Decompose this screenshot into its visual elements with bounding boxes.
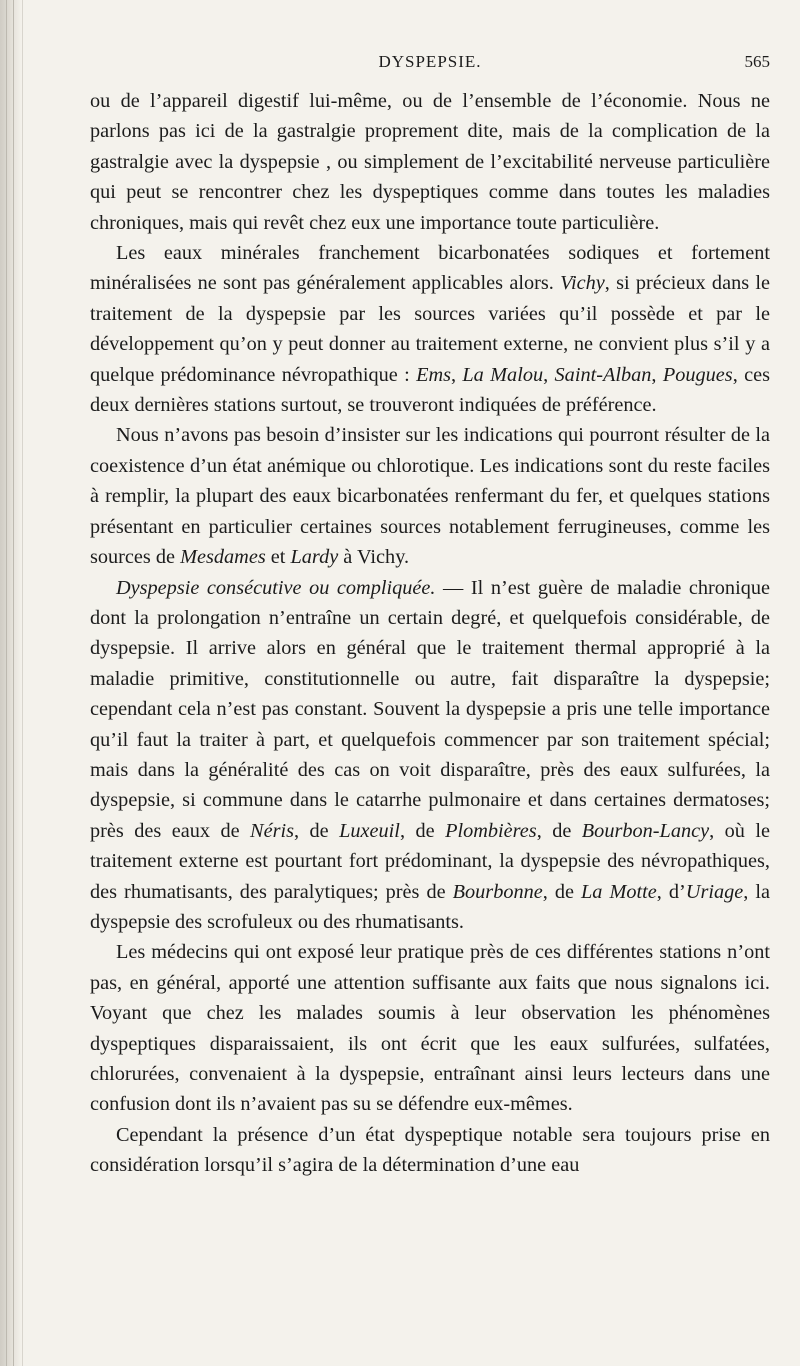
paragraph	[90, 86, 770, 238]
text-run: , si précieux dans le traitement de la dyspepsie par les sources variées qu’il possède et par le développement qu’on y peut donner au traitement externe, ne convient plus s’il y a quelque prédominance névropathique :	[90, 272, 770, 386]
italic-text: Pougues	[662, 363, 733, 386]
italic-text: Lardy	[290, 546, 339, 569]
paragraph	[90, 1120, 770, 1181]
italic-text: Vichy	[560, 272, 605, 295]
paragraph	[90, 937, 770, 1119]
italic-text: Ems	[416, 363, 451, 386]
italic-text: La Malou	[462, 363, 544, 386]
text-run: , de	[536, 819, 582, 842]
italic-text: Uriage	[685, 880, 744, 903]
text-run: ,	[543, 363, 555, 386]
italic-text: Mesdames	[180, 546, 266, 569]
italic-text: Néris	[250, 819, 294, 842]
text-run: Les eaux minérales franchement bicarbonatées sodiques et fortement minéralisées ne sont pas généralement applicables alors.	[90, 242, 770, 295]
text-run: , où le traitement externe est pourtant fort prédominant, la dyspepsie des névropathiques, des rhumatisants, des paralytiques; près de	[90, 819, 770, 903]
italic-text: Bourbon-Lancy	[581, 819, 710, 842]
italic-text: Luxeuil	[339, 819, 400, 842]
text-run: Nous n’avons pas besoin d’insister sur les indications qui pourront résulter de la coexistence d’un état anémique ou chlorotique. Les indications sont du reste faciles à remplir, la plupart des eaux bicarbonatées renfermant du fer, et quelques stations présentant en particulier certaines sources notablement ferrugineuses, comme les sources de	[90, 424, 770, 569]
text-run: — Il n’est guère de maladie chronique dont la prolongation n’entraîne un certain degré, et quelquefois considérable, de dyspepsie. Il arrive alors en général que le traitement thermal approprié à la maladie primitive, constitutionnelle ou autre, fait disparaître la dyspepsie; cependant cela n’est pas constant. Souvent la dyspepsie a pris une telle importance qu’il faut la traiter à part, et quelquefois commencer par son traitement spécial; mais dans la généralité des cas on voit disparaître, près des eaux sulfurées, la dyspepsie, si commune dans le catarrhe pulmonaire et dans certaines dermatoses; près des eaux de	[90, 576, 770, 842]
italic-text: Dyspepsie consécutive ou compliquée.	[116, 576, 436, 599]
text-run: , ces deux dernières stations surtout, se trouveront indiquées de préférence.	[90, 363, 770, 417]
text-run: ou de l’appareil digestif lui-même, ou de l’ensemble de l’économie. Nous ne parlons pas ici de la gastralgie proprement dite, mais de la complication de la gastralgie avec la dyspepsie , ou simplement de l’excitabilité nerveuse particulière qui peut se rencontrer chez les dyspeptiques comme dans toutes les maladies chroniques, mais qui revêt chez eux une importance toute particulière.	[90, 90, 770, 234]
text-run: , de	[542, 880, 582, 903]
running-head	[90, 52, 770, 76]
text-run: Cependant la présence d’un état dyspeptique notable sera toujours prise en considération lorsqu’il s’agira de la détermination d’une eau	[90, 1123, 770, 1177]
italic-text: La Motte	[581, 880, 657, 903]
body-text	[90, 86, 770, 1181]
page-binding-edge	[0, 0, 23, 1366]
italic-text: Plombières	[445, 819, 537, 842]
text-run: ,	[651, 363, 663, 386]
text-run: à Vichy.	[338, 546, 410, 569]
paragraph	[90, 238, 770, 420]
italic-text: Saint-Alban	[554, 363, 652, 386]
paragraph	[90, 573, 770, 938]
binding-line	[13, 0, 14, 1366]
text-run: Les médecins qui ont exposé leur pratique près de ces différentes stations n’ont pas, en général, apporté une attention suffisante aux faits que nous signalons ici. Voyant que chez les malades soumis à leur observation les phénomènes dyspeptiques disparaissaient, ils ont écrit que les eaux sulfurées, sulfatées, chlorurées, convenaient à la dyspepsie, entraînant ainsi leurs lecteurs dans une confusion dont ils n’avaient pas su se défendre eux-mêmes.	[90, 941, 770, 1116]
running-head-title: DYSPEPSIE.	[378, 52, 482, 71]
text-run: , la dyspepsie des scrofuleux ou des rhumatisants.	[90, 880, 770, 933]
page-number: 565	[744, 52, 770, 71]
text-run: , de	[399, 819, 446, 842]
italic-text: Bourbonne	[452, 880, 543, 903]
text-run: ,	[451, 363, 463, 386]
binding-line	[6, 0, 7, 1366]
text-run: , d’	[656, 880, 686, 903]
text-run: et	[265, 546, 291, 569]
text-run: , de	[294, 819, 340, 842]
paragraph	[90, 420, 770, 572]
